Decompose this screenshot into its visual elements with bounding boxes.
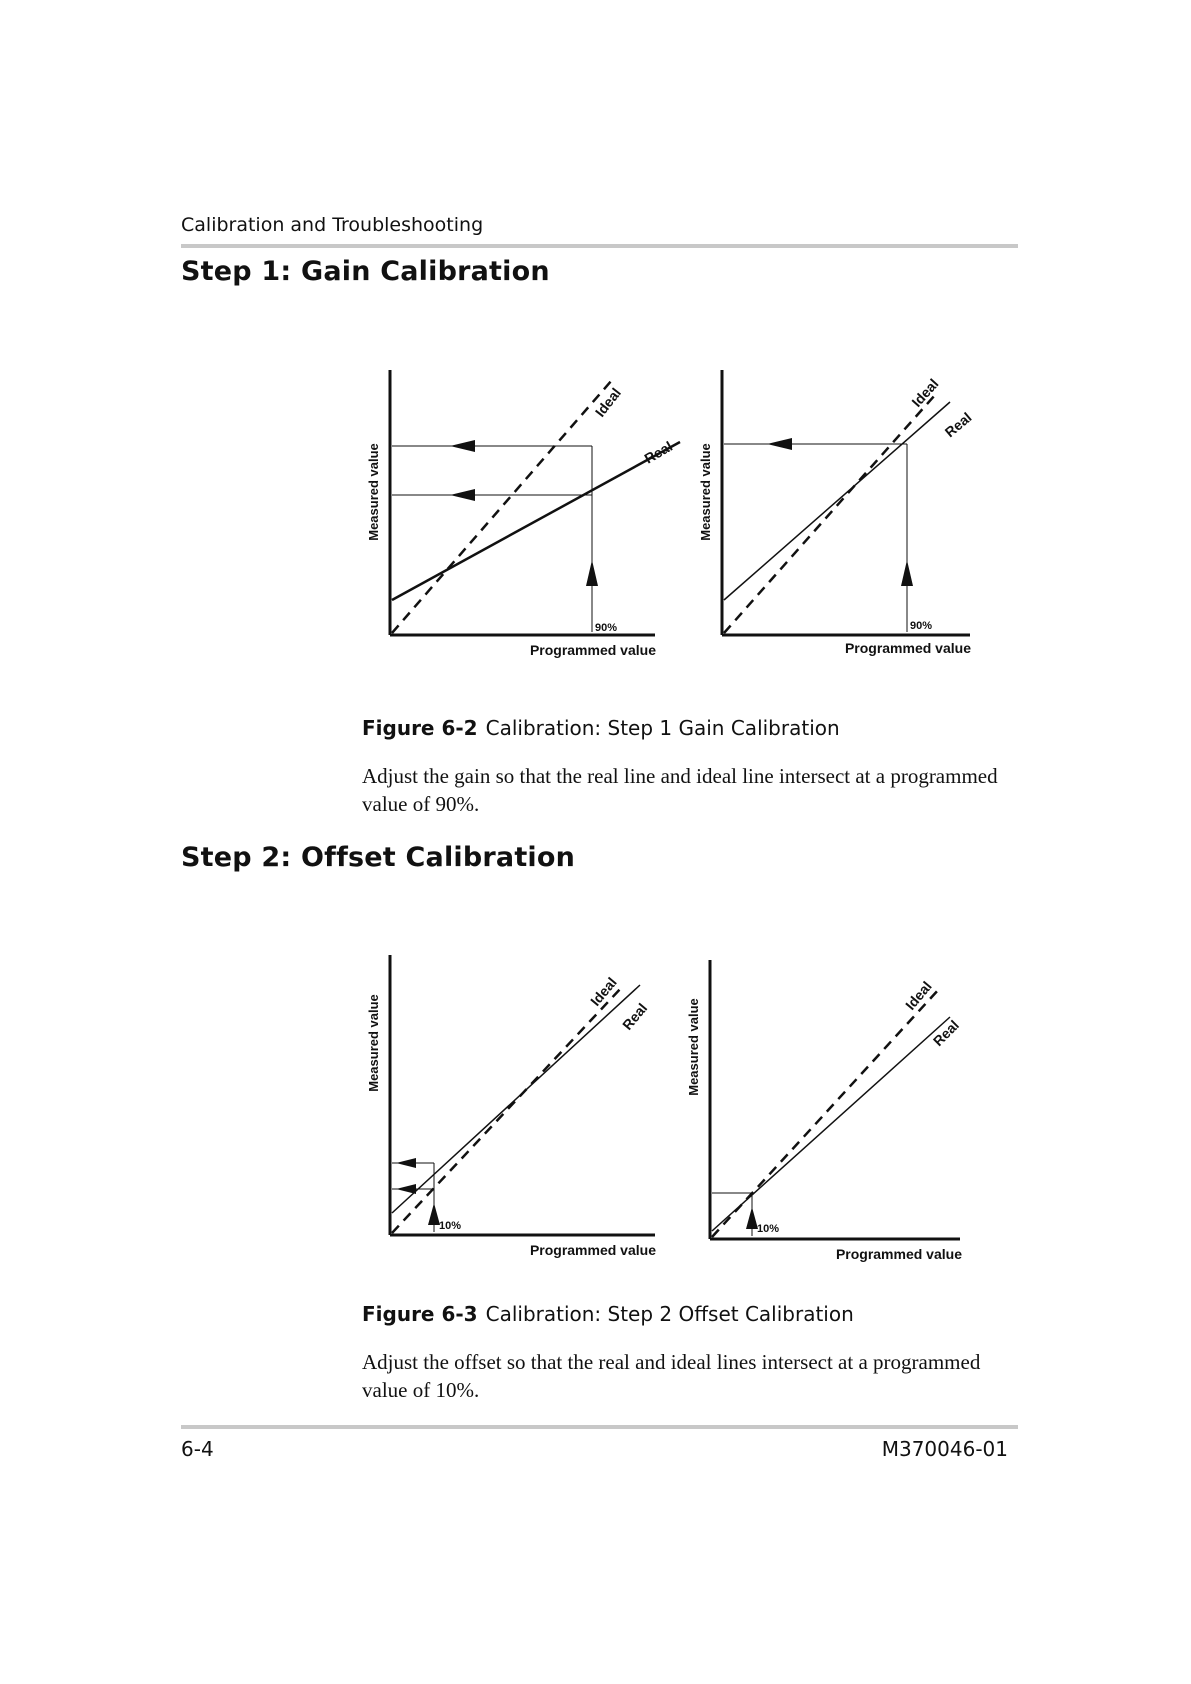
- left-arrow-icon: [767, 438, 792, 450]
- real-label: Real: [619, 999, 651, 1033]
- figure-6-3: [350, 955, 1000, 1265]
- header-rule: [181, 244, 1018, 248]
- real-label: Real: [641, 437, 676, 467]
- document-id: M370046-01: [881, 1437, 1008, 1461]
- x-axis-label: Programmed value: [844, 640, 971, 656]
- y-axis-label: Measured value: [366, 994, 381, 1092]
- real-label: Real: [941, 409, 975, 441]
- left-arrow-icon: [450, 489, 475, 501]
- real-line: [724, 402, 950, 600]
- gain-chart-after: [698, 370, 975, 656]
- left-arrow-icon: [450, 440, 475, 452]
- point-10-label: 10%: [439, 1220, 462, 1232]
- figure-6-2: [350, 350, 1000, 660]
- step1-heading: Step 1: Gain Calibration: [181, 256, 550, 287]
- point-10-label: 10%: [757, 1223, 780, 1235]
- offset-chart-after: [686, 960, 962, 1262]
- figure-6-2-caption: [362, 716, 840, 740]
- y-axis-label: Measured value: [686, 998, 701, 1096]
- y-axis-label: Measured value: [366, 443, 381, 541]
- ideal-line: [392, 987, 622, 1233]
- ideal-line: [392, 380, 612, 633]
- footer-rule: [181, 1425, 1018, 1429]
- ideal-label: Ideal: [908, 375, 942, 411]
- ideal-label: Ideal: [902, 978, 935, 1013]
- ideal-line: [724, 395, 935, 633]
- figure-6-3-caption: [362, 1302, 854, 1326]
- real-line: [392, 985, 640, 1213]
- x-axis-label: Programmed value: [529, 1242, 656, 1258]
- left-arrow-icon: [396, 1158, 416, 1168]
- real-label: Real: [929, 1016, 963, 1050]
- step1-paragraph: Adjust the gain so that the real line and ideal line intersect at a programmed value of 90%.: [362, 764, 998, 816]
- gain-chart-before: [366, 370, 680, 658]
- y-axis-label: Measured value: [698, 443, 713, 541]
- up-arrow-icon: [586, 560, 598, 586]
- ideal-label: Ideal: [587, 974, 620, 1009]
- real-line: [392, 442, 680, 600]
- point-90-label: 90%: [595, 622, 618, 634]
- figure-label: Figure 6-2: [362, 716, 478, 740]
- step2-heading: Step 2: Offset Calibration: [181, 842, 576, 873]
- ideal-label: Ideal: [591, 384, 625, 420]
- offset-chart-before: [366, 955, 656, 1258]
- up-arrow-icon: [901, 560, 913, 586]
- step2-paragraph: Adjust the offset so that the real and ideal lines intersect at a programmed value of 10%.: [362, 1350, 981, 1402]
- x-axis-label: Programmed value: [529, 642, 656, 658]
- figure-label: Figure 6-3: [362, 1302, 478, 1326]
- figure-title: Calibration: Step 2 Offset Calibration: [485, 1302, 854, 1326]
- point-90-label: 90%: [910, 620, 933, 632]
- real-line: [712, 1017, 950, 1231]
- running-header: Calibration and Troubleshooting: [181, 214, 484, 236]
- x-axis-label: Programmed value: [835, 1246, 962, 1262]
- left-arrow-icon: [396, 1184, 416, 1194]
- page-number: 6-4: [181, 1437, 214, 1461]
- figure-title: Calibration: Step 1 Gain Calibration: [485, 716, 840, 740]
